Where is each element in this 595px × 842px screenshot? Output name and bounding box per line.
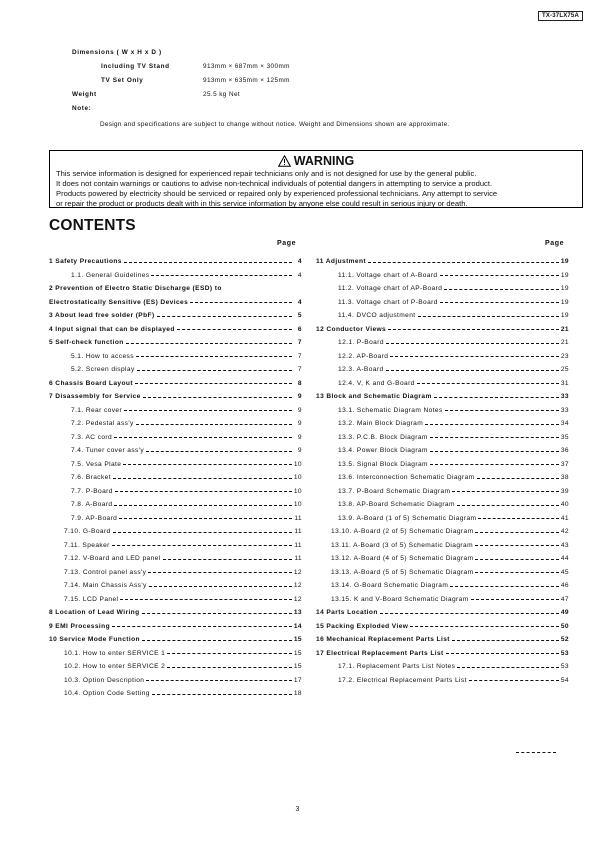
toc-entry[interactable]	[316, 350, 569, 364]
toc-entry[interactable]	[49, 350, 302, 364]
toc-leader-line	[477, 478, 559, 479]
toc-leader-line	[390, 356, 559, 357]
toc-entry-page: 52	[560, 636, 569, 644]
warning-line: This service information is designed for experienced repair technicians only and is not designed for use by the general public.	[56, 169, 477, 178]
toc-entry-label: 10.3. Option Description	[64, 676, 145, 684]
toc-leader-line	[444, 289, 559, 290]
toc-entry-label: 13 Block and Schematic Diagram	[316, 393, 432, 401]
toc-leader-line	[440, 302, 559, 303]
toc-entry-label: 13.6. Interconnection Schematic Diagram	[338, 474, 475, 482]
toc-leader-line	[146, 680, 292, 681]
toc-leader-line	[114, 437, 292, 438]
toc-entry-label: 16 Mechanical Replacement Parts List	[316, 636, 450, 644]
toc-entry-label: 7.15. LCD Panel	[64, 595, 119, 603]
toc-entry[interactable]	[49, 269, 302, 283]
toc-entry-label: 7.1. Rear cover	[71, 406, 123, 414]
toc-leader-line	[452, 491, 558, 492]
toc-entry-page: 4	[297, 271, 302, 279]
toc-entry-page: 41	[560, 514, 569, 522]
toc-entry-label: 8 Location of Lead Wiring	[49, 609, 140, 617]
toc-entry-page: 23	[560, 352, 569, 360]
toc-entry-page: 54	[560, 676, 569, 684]
toc-entry-page: 25	[560, 366, 569, 374]
toc-entry-label: 11.1. Voltage chart of A-Board	[338, 271, 438, 279]
toc-entry[interactable]	[49, 485, 302, 499]
toc-entry[interactable]	[316, 498, 569, 512]
toc-entry-page: 9	[297, 420, 302, 428]
toc-entry[interactable]	[316, 660, 569, 674]
toc-entry[interactable]	[316, 620, 569, 634]
toc-entry[interactable]	[49, 296, 302, 310]
toc-leader-line	[142, 640, 292, 641]
toc-leader-line	[177, 329, 292, 330]
toc-leader-line	[114, 505, 291, 506]
toc-leader-line	[163, 559, 292, 560]
toc-entry-label: 17.1. Replacement Parts List Notes	[338, 663, 456, 671]
toc-entry-label: 6 Chassis Board Layout	[49, 379, 133, 387]
toc-entry[interactable]	[316, 633, 569, 647]
toc-entry-page: 40	[560, 501, 569, 509]
warning-line: It does not contain warnings or cautions to advise non-technical individuals of potential dangers in attempting to service a product.	[56, 178, 493, 188]
toc-leader-line	[440, 275, 559, 276]
toc-leader-line	[471, 599, 559, 600]
toc-leader-line	[457, 667, 559, 668]
toc-entry[interactable]	[49, 417, 302, 431]
toc-leader-line	[425, 424, 559, 425]
toc-leader-line	[452, 640, 559, 641]
toc-leader-line	[430, 437, 559, 438]
toc-leader-line	[136, 356, 292, 357]
toc-entry-page: 12	[293, 582, 302, 590]
toc-entry-label: 12.4. V, K and G-Board	[338, 379, 415, 387]
weight-value: 25.5 kg Net	[203, 91, 241, 98]
toc-leader-line	[469, 680, 559, 681]
toc-entry[interactable]	[49, 579, 302, 593]
warning-title: WARNING	[293, 154, 355, 168]
toc-entry-page: 35	[560, 433, 569, 441]
toc-leader-line	[113, 532, 292, 533]
toc-entry[interactable]	[49, 566, 302, 580]
toc-entry-page: 21	[560, 339, 569, 347]
toc-leader-line	[450, 586, 559, 587]
toc-leader-line	[113, 478, 292, 479]
toc-entry[interactable]	[49, 471, 302, 485]
toc-entry-label: 12.3. A-Board	[338, 366, 384, 374]
toc-entry-page: 21	[560, 325, 569, 333]
toc-entry-page: 43	[560, 541, 569, 549]
toc-entry-label: 1 Safety Precautions	[49, 258, 122, 266]
toc-leader-line	[112, 545, 292, 546]
toc-entry-label: 7.11. Speaker	[64, 541, 110, 549]
stand-value: 913mm × 687mm × 300mm	[203, 63, 290, 70]
toc-entry-page: 10	[293, 487, 302, 495]
toc-entry[interactable]	[316, 606, 569, 620]
warning-triangle-icon	[278, 155, 291, 167]
toc-entry-page: 18	[293, 690, 302, 698]
toc-leader-line	[410, 626, 559, 627]
toc-entry-label: 11 Adjustment	[316, 258, 367, 266]
toc-leader-line	[124, 410, 292, 411]
toc-entry-label: 7.9. AP-Board	[71, 514, 118, 522]
toc-entry-page: 9	[297, 406, 302, 414]
toc-entry-label: 7.4. Tuner cover ass'y	[71, 447, 145, 455]
toc-entry-label: 17 Electrical Replacement Parts List	[316, 649, 444, 657]
toc-entry-label: 1.1. General Guidelines	[71, 271, 150, 279]
toc-entry[interactable]	[316, 579, 569, 593]
toc-entry[interactable]	[49, 363, 302, 377]
toc-entry[interactable]	[316, 417, 569, 431]
toc-entry-page: 42	[560, 528, 569, 536]
toc-entry-label: 13.3. P.C.B. Block Diagram	[338, 433, 428, 441]
toc-entry-page: 11	[294, 541, 302, 549]
toc-entry-page: 53	[560, 649, 569, 657]
toc-left-column	[49, 255, 302, 701]
toc-leader-line	[115, 491, 292, 492]
toc-entry[interactable]	[316, 404, 569, 418]
toc-entry-label: 7.10. G-Board	[64, 528, 111, 536]
toc-entry[interactable]	[316, 363, 569, 377]
toc-leader-line	[136, 424, 292, 425]
toc-entry-page: 13	[293, 609, 302, 617]
page-number: 3	[295, 806, 300, 813]
toc-entry-label: 12.2. AP-Board	[338, 352, 389, 360]
toc-entry[interactable]	[49, 512, 302, 526]
dimensions-label: Dimensions ( W x H x D )	[72, 49, 162, 56]
toc-entry-label: 13.10. A-Board (2 of 5) Schematic Diagram	[331, 528, 474, 536]
toc-entry-label: 13.15. K and V-Board Schematic Diagram	[331, 595, 469, 603]
toc-entry-label: 7.3. AC cord	[71, 433, 113, 441]
toc-leader-line	[167, 667, 292, 668]
toc-entry-label: 7.2. Pedestal ass'y	[71, 420, 134, 428]
toc-leader-line	[430, 464, 559, 465]
toc-entry[interactable]	[316, 485, 569, 499]
toc-entry-label: 15 Packing Exploded View	[316, 622, 409, 630]
toc-entry-label: 3 About lead free solder (PbF)	[49, 312, 155, 320]
toc-entry[interactable]	[316, 269, 569, 283]
toc-entry-page: 49	[560, 609, 569, 617]
toc-entry-label: 12.1. P-Board	[338, 339, 384, 347]
toc-entry[interactable]	[49, 444, 302, 458]
toc-entry[interactable]	[316, 458, 569, 472]
toc-entry-label: 13.7. P-Board Schematic Diagram	[338, 487, 451, 495]
toc-entry-label: 13.14. G-Board Schematic Diagram	[331, 582, 449, 590]
toc-entry[interactable]	[49, 390, 302, 404]
toc-entry-label: 7.12. V-Board and LED panel	[64, 555, 161, 563]
toc-entry[interactable]	[49, 525, 302, 539]
toc-entry[interactable]	[316, 255, 569, 269]
toc-entry-page: 45	[560, 568, 569, 576]
toc-entry[interactable]	[49, 647, 302, 661]
toc-entry[interactable]	[49, 498, 302, 512]
toc-leader-line	[152, 694, 292, 695]
toc-entry-label: 13.1. Schematic Diagram Notes	[338, 406, 443, 414]
toc-entry[interactable]	[316, 471, 569, 485]
toc-entry-label: 7 Disassembly for Service	[49, 393, 141, 401]
toc-entry-page: 44	[560, 555, 569, 563]
toc-entry-label: 5.2. Screen display	[71, 366, 135, 374]
toc-entry-label: 5 Self-check function	[49, 339, 124, 347]
toc-entry-page: 11	[294, 555, 302, 563]
toc-entry-page: 9	[297, 393, 302, 401]
toc-entry[interactable]	[49, 660, 302, 674]
toc-leader-line	[434, 397, 559, 398]
toc-entry-page: 19	[560, 285, 569, 293]
toc-entry[interactable]	[49, 593, 302, 607]
toc-entry-page: 12	[293, 568, 302, 576]
toc-leader-line	[475, 532, 558, 533]
toc-right-column	[316, 255, 569, 687]
toc-leader-line	[146, 451, 292, 452]
toc-leader-line	[142, 613, 292, 614]
toc-leader-line	[475, 572, 558, 573]
note-label: Note:	[72, 105, 92, 112]
toc-entry-page: 17	[293, 676, 302, 684]
toc-entry[interactable]	[316, 336, 569, 350]
toc-entry-label: 13.5. Signal Block Diagram	[338, 460, 428, 468]
toc-entry-page: 19	[560, 298, 569, 306]
toc-entry-page: 12	[293, 595, 302, 603]
toc-entry-page: 7	[297, 366, 302, 374]
toc-entry[interactable]	[316, 309, 569, 323]
toc-entry[interactable]	[49, 336, 302, 350]
toc-entry-page: 19	[560, 312, 569, 320]
toc-entry-page: 14	[293, 622, 302, 630]
toc-leader-line	[418, 316, 559, 317]
toc-entry-label: 11.4. DVCO adjustment	[338, 312, 416, 320]
toc-leader-line	[368, 262, 559, 263]
toc-entry-page: 15	[293, 649, 302, 657]
toc-entry[interactable]	[49, 620, 302, 634]
end-mark	[516, 752, 556, 753]
toc-leader-line	[124, 262, 292, 263]
toc-entry-label: 10.4. Option Code Setting	[64, 690, 150, 698]
toc-entry-label: 13.11. A-Board (3 of 5) Schematic Diagram	[331, 541, 473, 549]
toc-leader-line	[386, 343, 559, 344]
toc-entry-page: 53	[560, 663, 569, 671]
toc-leader-line	[112, 626, 292, 627]
toc-leader-line	[157, 316, 292, 317]
toc-entry[interactable]	[316, 566, 569, 580]
toc-entry-page: 7	[297, 352, 302, 360]
toc-leader-line	[417, 383, 559, 384]
toc-entry-page: 33	[560, 406, 569, 414]
toc-entry-page: 39	[560, 487, 569, 495]
toc-entry-label: 14 Parts Location	[316, 609, 378, 617]
toc-entry[interactable]	[49, 552, 302, 566]
toc-leader-line	[430, 451, 559, 452]
toc-entry-page: 11	[294, 528, 302, 536]
note-text: Design and specifications are subject to change without notice. Weight and Dimensions shown are approximate.	[100, 121, 450, 128]
toc-entry-label: 13.12. A-Board (4 of 5) Schematic Diagram	[331, 555, 474, 563]
toc-leader-line	[126, 343, 292, 344]
toc-entry-label: 10.1. How to enter SERVICE 1	[64, 649, 166, 657]
toc-entry-page: 19	[560, 258, 569, 266]
toc-entry-page: 6	[297, 325, 302, 333]
toc-entry[interactable]	[49, 606, 302, 620]
toc-entry-page: 11	[294, 514, 302, 522]
toc-entry-page: 7	[297, 339, 302, 347]
toc-entry-page: 46	[560, 582, 569, 590]
toc-entry-label: 13.8. AP-Board Schematic Diagram	[338, 501, 455, 509]
toc-entry[interactable]	[316, 377, 569, 391]
toc-entry-label: 7.13. Control panel ass'y	[64, 568, 147, 576]
toc-entry[interactable]	[49, 431, 302, 445]
toc-entry[interactable]	[316, 296, 569, 310]
toc-leader-line	[119, 518, 292, 519]
toc-entry-label: 7.8. A-Board	[71, 501, 113, 509]
warning-line: or repair the product or products dealt with in this service information by anyone else could result in serious injury or death.	[56, 198, 468, 208]
toc-entry[interactable]	[49, 674, 302, 688]
contents-title: CONTENTS	[49, 217, 136, 234]
toc-entry-label: 12 Conductor Views	[316, 325, 387, 333]
toc-entry[interactable]	[316, 323, 569, 337]
toc-leader-line	[446, 653, 559, 654]
toc-leader-line	[143, 397, 292, 398]
toc-entry[interactable]	[49, 458, 302, 472]
toc-entry[interactable]	[316, 444, 569, 458]
toc-entry[interactable]	[49, 633, 302, 647]
warning-line: Products powered by electricity should be serviced or repaired only by experienced professional technicians. Any attempt to service	[56, 188, 498, 198]
toc-leader-line	[137, 370, 292, 371]
toc-entry[interactable]	[316, 431, 569, 445]
toc-entry-page: 10	[293, 501, 302, 509]
toc-entry-label: 10 Service Mode Function	[49, 636, 140, 644]
toc-entry[interactable]	[316, 647, 569, 661]
model-tag: TX-37LX75A	[538, 11, 583, 21]
toc-entry-page: 5	[297, 312, 302, 320]
toc-entry-page: 15	[293, 636, 302, 644]
toc-entry-page: 15	[293, 663, 302, 671]
toc-leader-line	[478, 518, 558, 519]
toc-entry-page: 4	[297, 298, 302, 306]
toc-entry[interactable]	[49, 309, 302, 323]
stand-label: Including TV Stand	[101, 63, 170, 70]
toc-entry-label: 9 EMI Processing	[49, 622, 111, 630]
toc-leader-line	[380, 613, 559, 614]
toc-entry-label: 7.6. Bracket	[71, 474, 111, 482]
toc-entry[interactable]	[316, 552, 569, 566]
toc-entry-page: 38	[560, 474, 569, 482]
toc-entry-label: 4 Input signal that can be displayed	[49, 325, 175, 333]
toc-entry-label: 10.2. How to enter SERVICE 2	[64, 663, 166, 671]
page-column-header-right: Page	[545, 240, 565, 247]
toc-entry-page: 50	[560, 622, 569, 630]
toc-leader-line	[135, 383, 292, 384]
toc-leader-line	[388, 329, 559, 330]
toc-entry[interactable]	[49, 255, 302, 269]
toc-entry-page: 4	[297, 258, 302, 266]
toc-entry[interactable]	[49, 377, 302, 391]
toc-entry[interactable]	[316, 512, 569, 526]
toc-entry[interactable]	[316, 539, 569, 553]
toc-leader-line	[475, 559, 558, 560]
toc-entry[interactable]	[49, 323, 302, 337]
toc-entry[interactable]	[49, 282, 302, 296]
toc-entry-label: 13.2. Main Block Diagram	[338, 420, 424, 428]
toc-entry-page: 31	[560, 379, 569, 387]
toc-entry[interactable]	[316, 593, 569, 607]
page-column-header-left: Page	[277, 240, 297, 247]
toc-leader-line	[151, 275, 292, 276]
warning-box	[49, 150, 583, 208]
toc-entry-page: 19	[560, 271, 569, 279]
toc-entry-page: 10	[293, 474, 302, 482]
toc-leader-line	[148, 572, 291, 573]
toc-leader-line	[190, 302, 292, 303]
toc-entry-label: 2 Prevention of Electro Static Discharge (ESD) to	[49, 285, 222, 293]
toc-entry-page: 10	[293, 460, 302, 468]
toc-entry-label: 7.5. Vesa Plate	[71, 460, 122, 468]
toc-entry-page: 9	[297, 433, 302, 441]
toc-entry[interactable]	[316, 282, 569, 296]
toc-entry[interactable]	[49, 687, 302, 701]
toc-entry[interactable]	[316, 525, 569, 539]
toc-entry-label: 13.4. Power Block Diagram	[338, 447, 428, 455]
set-value: 913mm × 635mm × 125mm	[203, 77, 290, 84]
weight-label: Weight	[72, 91, 97, 98]
toc-entry-page: 33	[560, 393, 569, 401]
toc-entry-label: 13.9. A-Board (1 of 5) Schematic Diagram	[338, 514, 477, 522]
toc-entry-page: 37	[560, 460, 569, 468]
toc-entry-label: 7.14. Main Chassis Ass'y	[64, 582, 147, 590]
toc-entry[interactable]	[49, 539, 302, 553]
toc-entry-label: 17.2. Electrical Replacement Parts List	[338, 676, 467, 684]
toc-entry-label: 11.3. Voltage chart of P-Board	[338, 298, 438, 306]
toc-entry-label: 5.1. How to access	[71, 352, 134, 360]
toc-leader-line	[149, 586, 292, 587]
toc-leader-line	[167, 653, 292, 654]
toc-entry-label: Electrostatically Sensitive (ES) Devices	[49, 298, 189, 306]
toc-leader-line	[445, 410, 559, 411]
toc-entry-label: 7.7. P-Board	[71, 487, 113, 495]
toc-entry-label: 11.2. Voltage chart of AP-Board	[338, 285, 443, 293]
toc-entry[interactable]	[316, 390, 569, 404]
toc-entry-label: 13.13. A-Board (5 of 5) Schematic Diagram	[331, 568, 474, 576]
toc-entry-page: 34	[560, 420, 569, 428]
warning-heading	[56, 154, 576, 169]
toc-leader-line	[475, 545, 559, 546]
toc-leader-line	[386, 370, 559, 371]
toc-leader-line	[123, 464, 292, 465]
toc-entry-page: 9	[297, 447, 302, 455]
toc-leader-line	[120, 599, 291, 600]
toc-leader-line	[457, 505, 559, 506]
set-label: TV Set Only	[101, 77, 144, 84]
toc-entry[interactable]	[49, 404, 302, 418]
toc-entry-page: 36	[560, 447, 569, 455]
toc-entry-page: 8	[297, 379, 302, 387]
toc-entry-page: 47	[560, 595, 569, 603]
toc-entry[interactable]	[316, 674, 569, 688]
